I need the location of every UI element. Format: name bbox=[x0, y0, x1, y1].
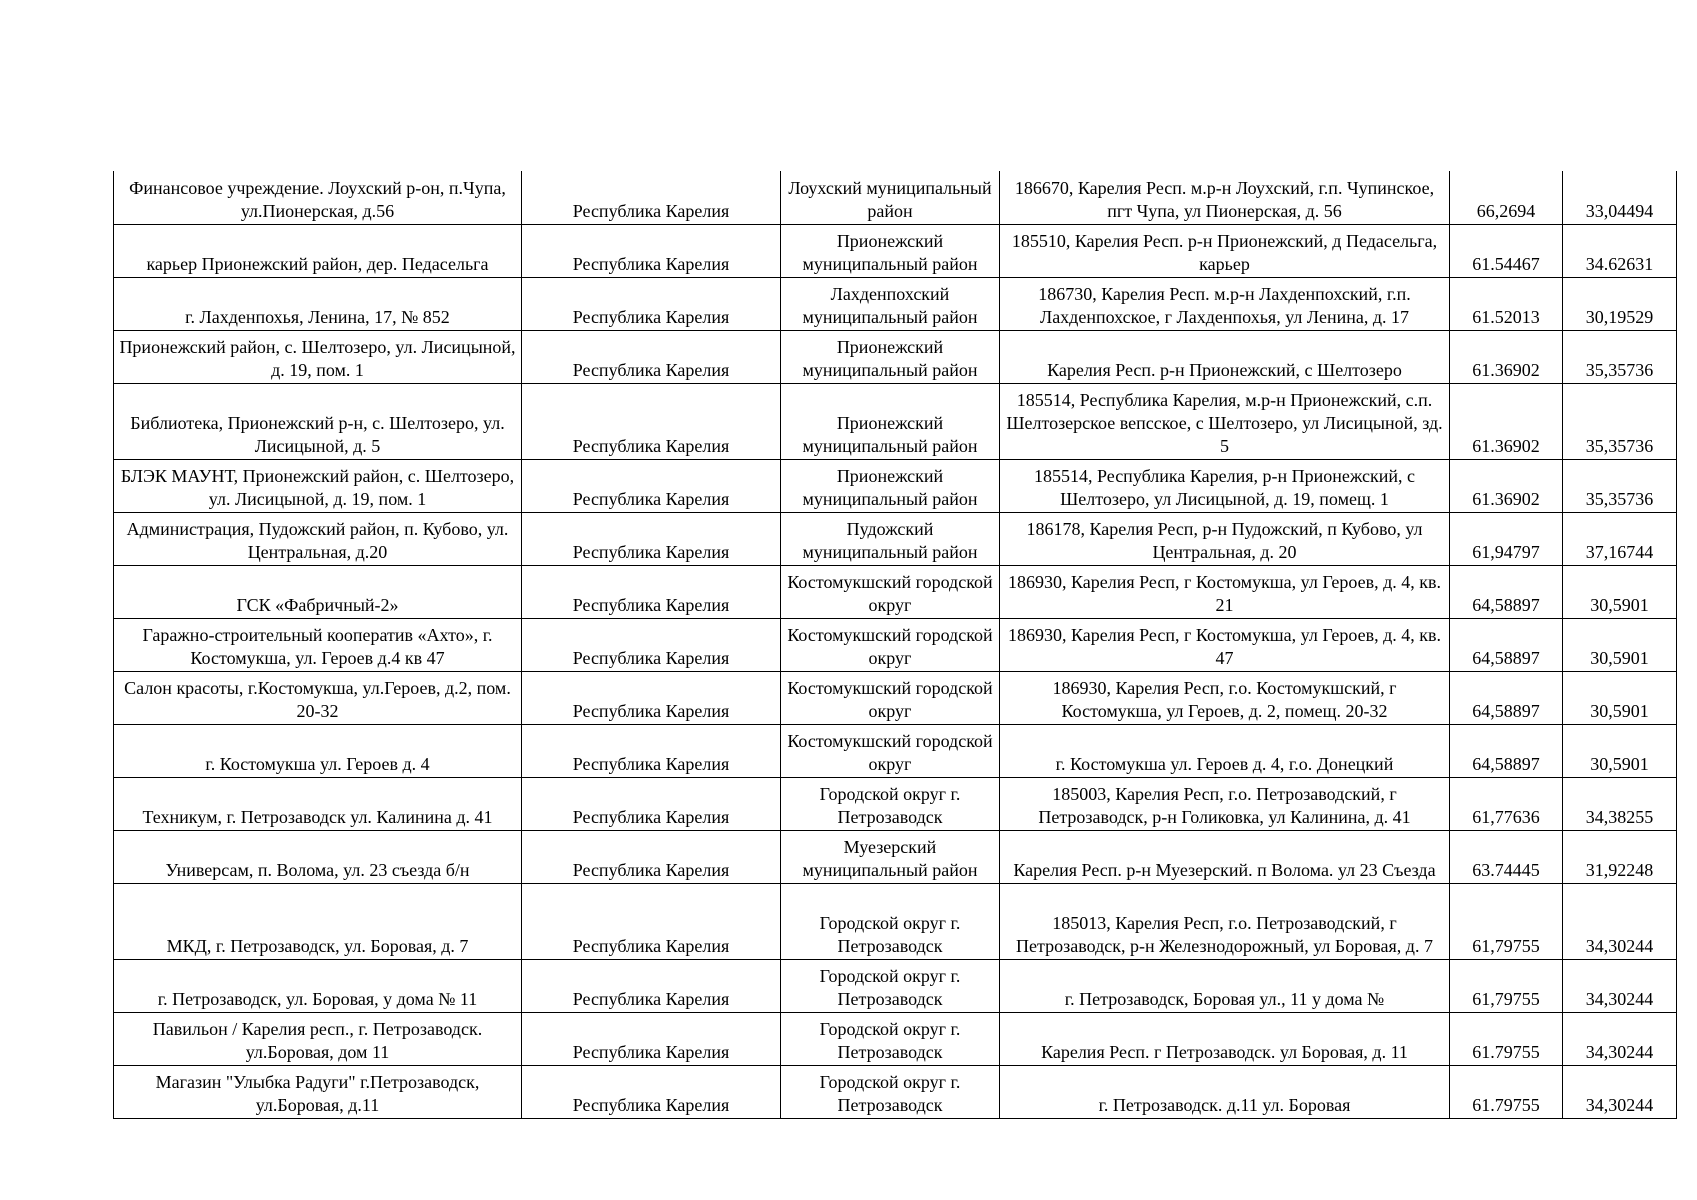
object-name-cell: Магазин "Улыбка Радуги" г.Петрозаводск, ул.Боровая, д.11 bbox=[114, 1065, 522, 1118]
region-cell: Республика Карелия bbox=[522, 171, 781, 224]
table-row bbox=[114, 618, 1677, 671]
object-name-cell: г. Костомукша ул. Героев д. 4 bbox=[114, 724, 522, 777]
longitude-cell: 34,38255 bbox=[1563, 777, 1677, 830]
address-cell: 185510, Карелия Респ. р-н Прионежский, д Педасельга, карьер bbox=[1000, 224, 1450, 277]
longitude-cell: 37,16744 bbox=[1563, 512, 1677, 565]
table-row bbox=[114, 383, 1677, 459]
object-name-cell: Администрация, Пудожский район, п. Кубово, ул. Центральная, д.20 bbox=[114, 512, 522, 565]
latitude-cell: 61,77636 bbox=[1450, 777, 1563, 830]
object-name-cell: МКД, г. Петрозаводск, ул. Боровая, д. 7 bbox=[114, 883, 522, 959]
region-cell: Республика Карелия bbox=[522, 883, 781, 959]
district-cell: Костомукшский городской округ bbox=[781, 618, 1000, 671]
table-row bbox=[114, 224, 1677, 277]
table-row bbox=[114, 277, 1677, 330]
district-cell: Городской округ г. Петрозаводск bbox=[781, 1012, 1000, 1065]
longitude-cell: 34.62631 bbox=[1563, 224, 1677, 277]
address-cell: г. Костомукша ул. Героев д. 4, г.о. Донецкий bbox=[1000, 724, 1450, 777]
district-cell: Городской округ г. Петрозаводск bbox=[781, 1065, 1000, 1118]
address-cell: 186930, Карелия Респ, г Костомукша, ул Героев, д. 4, кв. 47 bbox=[1000, 618, 1450, 671]
address-cell: г. Петрозаводск. д.11 ул. Боровая bbox=[1000, 1065, 1450, 1118]
address-cell: 186930, Карелия Респ, г Костомукша, ул Героев, д. 4, кв. 21 bbox=[1000, 565, 1450, 618]
object-name-cell: БЛЭК МАУНТ, Прионежский район, с. Шелтозеро, ул. Лисицыной, д. 19, пом. 1 bbox=[114, 459, 522, 512]
district-cell: Муезерский муниципальный район bbox=[781, 830, 1000, 883]
region-cell: Республика Карелия bbox=[522, 330, 781, 383]
region-cell: Республика Карелия bbox=[522, 383, 781, 459]
latitude-cell: 64,58897 bbox=[1450, 671, 1563, 724]
longitude-cell: 30,5901 bbox=[1563, 724, 1677, 777]
table-row bbox=[114, 777, 1677, 830]
table-row bbox=[114, 883, 1677, 959]
latitude-cell: 64,58897 bbox=[1450, 724, 1563, 777]
region-cell: Республика Карелия bbox=[522, 565, 781, 618]
latitude-cell: 61.36902 bbox=[1450, 383, 1563, 459]
latitude-cell: 64,58897 bbox=[1450, 565, 1563, 618]
district-cell: Костомукшский городской округ bbox=[781, 671, 1000, 724]
district-cell: Прионежский муниципальный район bbox=[781, 330, 1000, 383]
longitude-cell: 33,04494 bbox=[1563, 171, 1677, 224]
address-cell: 186930, Карелия Респ, г.о. Костомукшский, г Костомукша, ул Героев, д. 2, помещ. 20-32 bbox=[1000, 671, 1450, 724]
object-name-cell: Павильон / Карелия респ., г. Петрозаводск. ул.Боровая, дом 11 bbox=[114, 1012, 522, 1065]
table-body bbox=[114, 171, 1677, 1118]
table-row bbox=[114, 565, 1677, 618]
latitude-cell: 63.74445 bbox=[1450, 830, 1563, 883]
longitude-cell: 34,30244 bbox=[1563, 959, 1677, 1012]
longitude-cell: 30,5901 bbox=[1563, 618, 1677, 671]
table-row bbox=[114, 330, 1677, 383]
table-row bbox=[114, 1065, 1677, 1118]
region-cell: Республика Карелия bbox=[522, 671, 781, 724]
district-cell: Городской округ г. Петрозаводск bbox=[781, 883, 1000, 959]
latitude-cell: 61,94797 bbox=[1450, 512, 1563, 565]
district-cell: Прионежский муниципальный район bbox=[781, 459, 1000, 512]
address-cell: 185003, Карелия Респ, г.о. Петрозаводский, г Петрозаводск, р-н Голиковка, ул Калинина, д. 41 bbox=[1000, 777, 1450, 830]
object-name-cell: Библиотека, Прионежский р-н, с. Шелтозеро, ул. Лисицыной, д. 5 bbox=[114, 383, 522, 459]
table-row bbox=[114, 512, 1677, 565]
object-name-cell: карьер Прионежский район, дер. Педасельга bbox=[114, 224, 522, 277]
district-cell: Пудожский муниципальный район bbox=[781, 512, 1000, 565]
latitude-cell: 61.36902 bbox=[1450, 330, 1563, 383]
latitude-cell: 61.54467 bbox=[1450, 224, 1563, 277]
longitude-cell: 35,35736 bbox=[1563, 459, 1677, 512]
address-cell: 186178, Карелия Респ, р-н Пудожский, п Кубово, ул Центральная, д. 20 bbox=[1000, 512, 1450, 565]
table-row bbox=[114, 1012, 1677, 1065]
address-cell: 186670, Карелия Респ. м.р-н Лоухский, г.п. Чупинское, пгт Чупа, ул Пионерская, д. 56 bbox=[1000, 171, 1450, 224]
district-cell: Городской округ г. Петрозаводск bbox=[781, 777, 1000, 830]
address-cell: 185514, Республика Карелия, р-н Прионежский, с Шелтозеро, ул Лисицыной, д. 19, помещ. 1 bbox=[1000, 459, 1450, 512]
region-cell: Республика Карелия bbox=[522, 1065, 781, 1118]
longitude-cell: 30,5901 bbox=[1563, 671, 1677, 724]
longitude-cell: 35,35736 bbox=[1563, 383, 1677, 459]
data-table bbox=[113, 171, 1677, 1119]
object-name-cell: Универсам, п. Волома, ул. 23 съезда б/н bbox=[114, 830, 522, 883]
district-cell: Прионежский муниципальный район bbox=[781, 224, 1000, 277]
object-name-cell: Гаражно-строительный кооператив «Ахто», г. Костомукша, ул. Героев д.4 кв 47 bbox=[114, 618, 522, 671]
table-row bbox=[114, 959, 1677, 1012]
district-cell: Костомукшский городской округ bbox=[781, 565, 1000, 618]
region-cell: Республика Карелия bbox=[522, 277, 781, 330]
region-cell: Республика Карелия bbox=[522, 459, 781, 512]
region-cell: Республика Карелия bbox=[522, 1012, 781, 1065]
object-name-cell: Салон красоты, г.Костомукша, ул.Героев, д.2, пом. 20-32 bbox=[114, 671, 522, 724]
longitude-cell: 30,19529 bbox=[1563, 277, 1677, 330]
district-cell: Городской округ г. Петрозаводск bbox=[781, 959, 1000, 1012]
district-cell: Лоухский муниципальный район bbox=[781, 171, 1000, 224]
object-name-cell: Финансовое учреждение. Лоухский р-он, п.Чупа, ул.Пионерская, д.56 bbox=[114, 171, 522, 224]
object-name-cell: Техникум, г. Петрозаводск ул. Калинина д. 41 bbox=[114, 777, 522, 830]
latitude-cell: 61.79755 bbox=[1450, 1065, 1563, 1118]
longitude-cell: 31,92248 bbox=[1563, 830, 1677, 883]
longitude-cell: 34,30244 bbox=[1563, 1065, 1677, 1118]
address-cell: Карелия Респ. г Петрозаводск. ул Боровая, д. 11 bbox=[1000, 1012, 1450, 1065]
region-cell: Республика Карелия bbox=[522, 830, 781, 883]
address-cell: Карелия Респ. р-н Прионежский, с Шелтозеро bbox=[1000, 330, 1450, 383]
object-name-cell: ГСК «Фабричный-2» bbox=[114, 565, 522, 618]
table-row bbox=[114, 171, 1677, 224]
table-row bbox=[114, 830, 1677, 883]
address-cell: 186730, Карелия Респ. м.р-н Лахденпохский, г.п. Лахденпохское, г Лахденпохья, ул Ленина, д. 17 bbox=[1000, 277, 1450, 330]
table-row bbox=[114, 724, 1677, 777]
address-cell: 185013, Карелия Респ, г.о. Петрозаводский, г Петрозаводск, р-н Железнодорожный, ул Боровая, д. 7 bbox=[1000, 883, 1450, 959]
district-cell: Костомукшский городской округ bbox=[781, 724, 1000, 777]
region-cell: Республика Карелия bbox=[522, 224, 781, 277]
object-name-cell: г. Петрозаводск, ул. Боровая, у дома № 11 bbox=[114, 959, 522, 1012]
latitude-cell: 61,79755 bbox=[1450, 883, 1563, 959]
latitude-cell: 61.36902 bbox=[1450, 459, 1563, 512]
region-cell: Республика Карелия bbox=[522, 618, 781, 671]
table-row bbox=[114, 671, 1677, 724]
latitude-cell: 64,58897 bbox=[1450, 618, 1563, 671]
object-name-cell: Прионежский район, с. Шелтозеро, ул. Лисицыной, д. 19, пом. 1 bbox=[114, 330, 522, 383]
address-cell: 185514, Республика Карелия, м.р-н Прионежский, с.п. Шелтозерское вепсское, с Шелтозеро, ул Лисицыной, зд. 5 bbox=[1000, 383, 1450, 459]
district-cell: Прионежский муниципальный район bbox=[781, 383, 1000, 459]
longitude-cell: 35,35736 bbox=[1563, 330, 1677, 383]
address-cell: Карелия Респ. р-н Муезерский. п Волома. ул 23 Съезда bbox=[1000, 830, 1450, 883]
district-cell: Лахденпохский муниципальный район bbox=[781, 277, 1000, 330]
latitude-cell: 66,2694 bbox=[1450, 171, 1563, 224]
region-cell: Республика Карелия bbox=[522, 959, 781, 1012]
longitude-cell: 34,30244 bbox=[1563, 883, 1677, 959]
region-cell: Республика Карелия bbox=[522, 512, 781, 565]
region-cell: Республика Карелия bbox=[522, 777, 781, 830]
region-cell: Республика Карелия bbox=[522, 724, 781, 777]
latitude-cell: 61.52013 bbox=[1450, 277, 1563, 330]
object-name-cell: г. Лахденпохья, Ленина, 17, № 852 bbox=[114, 277, 522, 330]
longitude-cell: 34,30244 bbox=[1563, 1012, 1677, 1065]
address-cell: г. Петрозаводск, Боровая ул., 11 у дома № bbox=[1000, 959, 1450, 1012]
table-row bbox=[114, 459, 1677, 512]
longitude-cell: 30,5901 bbox=[1563, 565, 1677, 618]
latitude-cell: 61.79755 bbox=[1450, 1012, 1563, 1065]
latitude-cell: 61,79755 bbox=[1450, 959, 1563, 1012]
